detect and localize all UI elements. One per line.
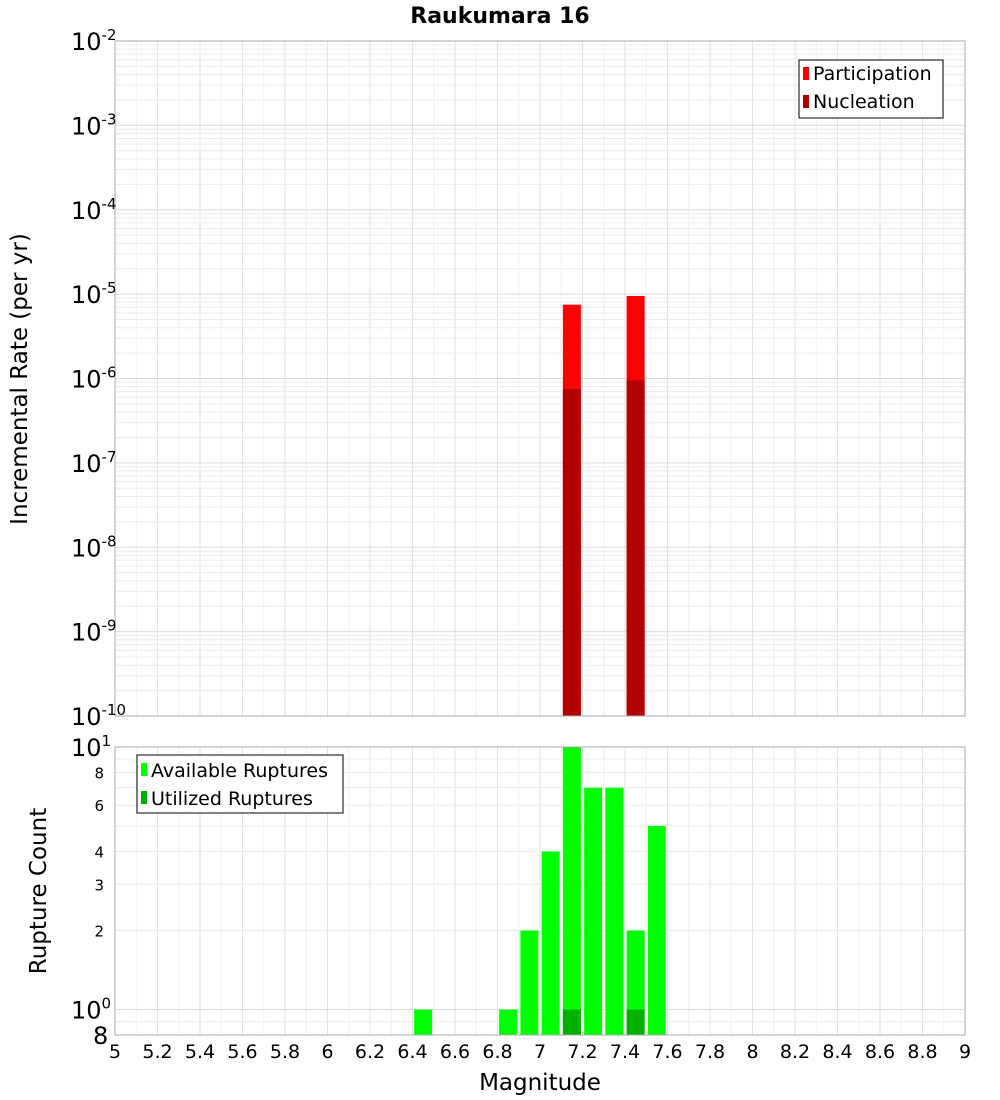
available-ruptures-bar [563, 747, 581, 1035]
available-ruptures-legend-swatch [141, 763, 147, 776]
count-legend [137, 755, 343, 813]
count-y-ticks [71, 732, 111, 1050]
magnitude-x-tick-label: 5.6 [227, 1041, 258, 1063]
magnitude-x-tick-label: 8.8 [907, 1041, 938, 1063]
participation-legend-swatch [803, 67, 809, 80]
nucleation-legend-swatch [803, 95, 809, 108]
magnitude-x-tick-label: 6 [321, 1041, 334, 1063]
magnitude-x-tick-label: 7 [533, 1041, 547, 1063]
available-ruptures-bar [605, 788, 623, 1035]
count-y-tick-label: 4 [94, 843, 104, 862]
magnitude-x-tick-label: 7.8 [694, 1041, 726, 1063]
utilized-ruptures-legend-label: Utilized Ruptures [151, 788, 313, 810]
available-ruptures-bar [520, 931, 538, 1035]
utilized-ruptures-legend-swatch [141, 791, 147, 804]
count-y-tick-label: $10^0$ [71, 994, 112, 1025]
rate-y-tick-label: $10^{-7}$ [71, 447, 117, 478]
available-ruptures-bar [499, 1010, 517, 1035]
available-ruptures-bar [648, 826, 666, 1035]
count-y-tick-label: 8 [94, 764, 104, 783]
rate-y-tick-label: $10^{-2}$ [71, 26, 117, 56]
magnitude-x-tick-label: 5.8 [269, 1041, 301, 1063]
rate-y-axis-label: Incremental Rate (per yr) [7, 233, 33, 525]
count-y-tick-label: $10^1$ [71, 732, 112, 762]
rate-y-tick-label: $10^{-6}$ [71, 363, 117, 394]
rate-plot-grid [115, 41, 965, 716]
magnitude-x-tick-label: 7.4 [609, 1041, 641, 1063]
magnitude-x-tick-label: 8 [746, 1041, 759, 1063]
magnitude-x-tick-label: 7.2 [567, 1041, 598, 1063]
rate-y-tick-label: $10^{-8}$ [71, 532, 117, 563]
rate-y-tick-label: $10^{-3}$ [71, 110, 117, 141]
available-ruptures-bar [414, 1010, 432, 1035]
magnitude-x-tick-label: 6.6 [439, 1041, 471, 1063]
nucleation-bar [627, 380, 645, 716]
magnitude-x-tick-label: 8.4 [822, 1041, 853, 1063]
magnitude-x-tick-label: 6.4 [397, 1041, 428, 1063]
rate-y-tick-label: $10^{-5}$ [71, 279, 117, 310]
magnitude-x-tick-label: 5.4 [184, 1041, 216, 1063]
available-ruptures-bar [542, 851, 560, 1035]
magnitude-x-axis-label: Magnitude [479, 1070, 601, 1096]
nucleation-bar [563, 389, 581, 716]
count-y-tick-label: 2 [94, 922, 104, 941]
magnitude-x-tick-label: 5 [108, 1041, 122, 1063]
count-y-tick-label: 3 [94, 876, 104, 895]
magnitude-x-tick-label: 8.6 [864, 1041, 896, 1063]
magnitude-x-tick-label: 5.2 [142, 1041, 173, 1063]
magnitude-x-tick-label: 9 [958, 1041, 972, 1063]
available-ruptures-bar [584, 788, 602, 1035]
rate-y-tick-label: $10^{-9}$ [71, 616, 117, 647]
available-ruptures-legend-label: Available Ruptures [151, 760, 328, 782]
magnitude-x-tick-label: 6.8 [482, 1041, 513, 1063]
utilized-ruptures-bar [627, 1010, 645, 1035]
rate-plot [7, 26, 965, 731]
magnitude-x-tick-label: 8.2 [779, 1041, 811, 1063]
count-y-tick-label: 8 [93, 1022, 109, 1050]
magnitude-x-tick-label: 6.2 [354, 1041, 386, 1063]
count-y-tick-label: 6 [94, 797, 104, 816]
count-plot [26, 732, 971, 1096]
rate-legend [799, 60, 943, 118]
chart-title: Raukumara 16 [410, 4, 590, 29]
count-y-axis-label: Rupture Count [26, 807, 52, 975]
rate-y-tick-label: $10^{-4}$ [71, 194, 117, 225]
rate-y-tick-label: $10^{-10}$ [71, 701, 127, 731]
utilized-ruptures-bar [563, 1010, 581, 1035]
nucleation-legend-label: Nucleation [813, 91, 915, 113]
magnitude-x-tick-label: 7.6 [652, 1041, 683, 1063]
participation-legend-label: Participation [813, 63, 932, 85]
magnitude-x-ticks [109, 1041, 971, 1063]
